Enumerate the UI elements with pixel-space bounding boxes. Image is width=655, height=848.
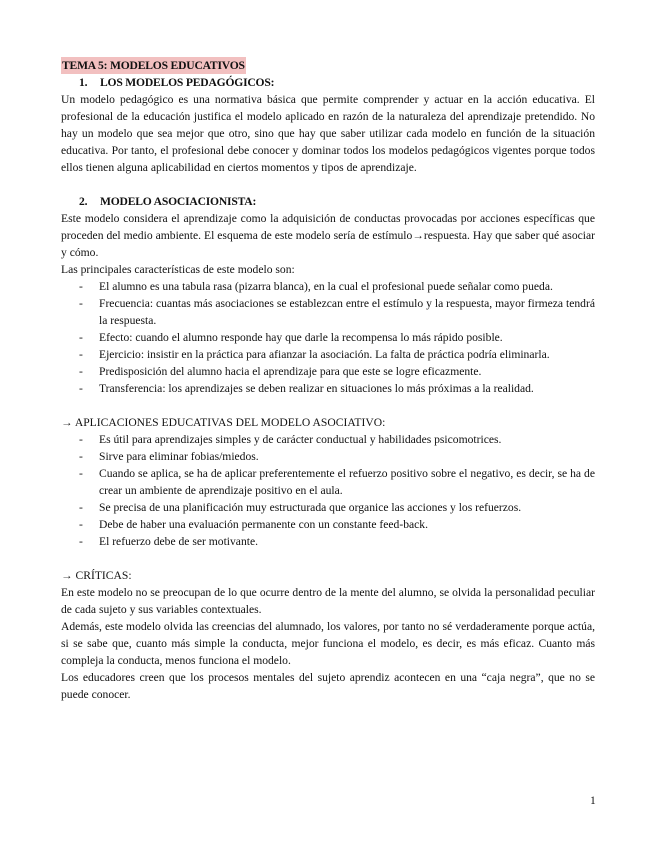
list-item: - Sirve para eliminar fobias/miedos. (61, 448, 595, 465)
list-item: - El refuerzo debe de ser motivante. (61, 533, 595, 550)
list-item: - Efecto: cuando el alumno responde hay que darle la recompensa lo más rápido posible. (61, 329, 595, 346)
page-number: 1 (590, 794, 596, 807)
list-item: - Ejercicio: insistir en la práctica para afianzar la asociación. La falta de práctica podría eliminarla. (61, 346, 595, 363)
section-1-heading (79, 74, 595, 91)
section-1-title: LOS MODELOS PEDAGÓGICOS: (100, 76, 275, 89)
section-2-intro: Este modelo considera el aprendizaje como la adquisición de conductas provocadas por acciones específicas que proceden del medio ambiente. El esquema de este modelo sería de estímulo→respuesta. Hay que saber qué asociar y cómo. (61, 212, 595, 259)
critiques-heading: → CRÍTICAS: (61, 569, 132, 582)
document-title-line (61, 57, 595, 74)
section-2-title: MODELO ASOCIACIONISTA: (100, 195, 257, 208)
characteristics-list (61, 278, 595, 397)
applications-heading: → APLICACIONES EDUCATIVAS DEL MODELO ASOCIATIVO: (61, 416, 386, 429)
document-title: TEMA 5: MODELOS EDUCATIVOS (62, 59, 245, 72)
list-item: - Es útil para aprendizajes simples y de carácter conductual y habilidades psicomotrices. (61, 431, 595, 448)
list-item: - Debe de haber una evaluación permanente con un constante feed-back. (61, 516, 595, 533)
list-item: - Cuando se aplica, se ha de aplicar preferentemente el refuerzo positivo sobre el negativo, es decir, se ha de crear un ambiente de aprendizaje positivo en el aula. (61, 465, 595, 499)
document-page (61, 57, 595, 703)
section-2-heading (79, 193, 595, 210)
section-1-number: 1. (79, 76, 88, 89)
section-2-list-intro: Las principales características de este modelo son: (61, 263, 295, 276)
critiques-paragraph-3: Los educadores creen que los procesos mentales del sujeto aprendiz acontecen en una “caja negra”, que no se puede conocer. (61, 671, 595, 701)
critiques-paragraph-1: En este modelo no se preocupan de lo que ocurre dentro de la mente del alumno, se olvida la personalidad peculiar de cada sujeto y sus variables contextuales. (61, 586, 595, 616)
list-item: - Transferencia: los aprendizajes se deben realizar en situaciones lo más próximas a la realidad. (61, 380, 595, 397)
critiques-paragraph-2: Además, este modelo olvida las creencias del alumnado, los valores, por tanto no sé verdaderamente porque actúa, si se sabe que, cuanto más simple la conducta, mejor funciona el modelo, es decir, es más eficaz. Cuanto más compleja la conducta, menos funciona el modelo. (61, 620, 595, 667)
list-item: - Frecuencia: cuantas más asociaciones se establezcan entre el estímulo y la respuesta, mayor firmeza tendrá la respuesta. (61, 295, 595, 329)
section-2-number: 2. (79, 195, 88, 208)
list-item: - El alumno es una tabula rasa (pizarra blanca), en la cual el profesional puede señalar como pueda. (61, 278, 595, 295)
list-item: - Predisposición del alumno hacia el aprendizaje para que este se logre eficazmente. (61, 363, 595, 380)
section-1-body: Un modelo pedagógico es una normativa básica que permite comprender y actuar en la acción educativa. El profesional de la educación justifica el modelo aplicado en razón de la naturaleza del aprendizaje pretendido. No hay un modelo que sea mejor que otro, sino que hay que saber utilizar cada modelo en función de la situación educativa. Por tanto, el profesional debe conocer y dominar todos los modelos pedagógicos vigentes porque todos ellos tienen alguna aplicabilidad en ciertos momentos y tipos de aprendizaje. (61, 93, 595, 174)
list-item: - Se precisa de una planificación muy estructurada que organice las acciones y los refuerzos. (61, 499, 595, 516)
applications-list (61, 431, 595, 550)
